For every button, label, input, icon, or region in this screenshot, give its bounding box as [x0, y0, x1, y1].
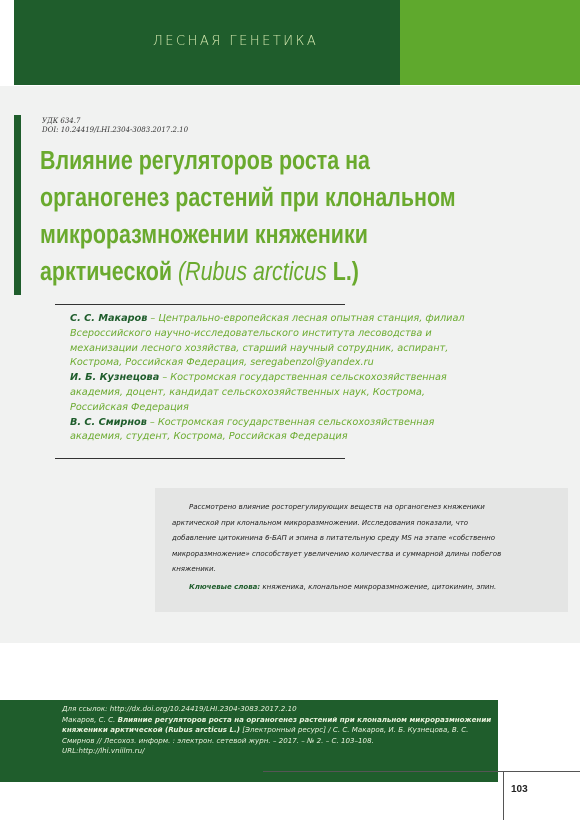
- abstract-box: [155, 488, 568, 612]
- article-meta: [42, 117, 188, 135]
- footer-divider: [503, 771, 504, 820]
- side-accent-bar: [14, 115, 21, 295]
- abstract-text-block: [172, 500, 502, 595]
- article-title: [40, 143, 468, 291]
- citation-title: Влияние регуляторов роста на органогенез растений при клональном микроразмножении княженики арктической (Rubus arcticus L.): [62, 714, 492, 735]
- title-line-end: L.): [326, 258, 359, 286]
- keywords-label: Ключевые слова:: [189, 582, 261, 591]
- header-band-bright: [400, 0, 580, 85]
- citation-reference: [62, 715, 492, 747]
- title-line: микроразмножении княженики: [40, 221, 368, 249]
- author-name: В. С. Смирнов: [70, 416, 147, 428]
- citation-authors: Макаров, С. С.: [62, 714, 118, 724]
- abstract-text: Рассмотрено влияние росторегулирующих веществ на органогенез княженики арктической при клональном микроразмножении. Исследования показали, что добавление цитокинина 6-БАП и эпина в питательную среду MS на этапе «собственно микроразмножение» способствует увеличению количества и суммарной длины побегов княженики.: [172, 503, 502, 573]
- authors-top-rule: [55, 304, 345, 305]
- doi: DOI: 10.24419/LHI.2304-3083.2017.2.10: [42, 126, 189, 134]
- title-line: Влияние регуляторов роста на: [40, 147, 370, 175]
- citation-box: [0, 700, 498, 782]
- author-affiliation: – Костромская государственная сельскохозяйственная академия, доцент, кандидат сельскохозяйственных наук, Кострома, Российская Федерация: [70, 372, 447, 413]
- authors-bottom-rule: [55, 458, 345, 459]
- author-entry: [70, 312, 470, 371]
- title-line: органогенез растений при клональном: [40, 184, 456, 212]
- footer-rule: [263, 771, 580, 772]
- author-list: [70, 312, 470, 445]
- author-affiliation: – Центрально-европейская лесная опытная станция, филиал Всероссийского научно-исследовательского института лесоводства и механизации лесного хозяйства, старший научный сотрудник, аспирант, Кострома, Российская Федерация, seregabenzol@yandex.ru: [70, 313, 465, 369]
- citation-url[interactable]: URL:http://lhi.vniilm.ru/: [62, 746, 145, 756]
- author-name: С. С. Макаров: [70, 313, 148, 324]
- citation-source: [Электронный ресурс] / С. С. Макаров, И. Б. Кузнецова, В. С. Смирнов // Лесохоз. информ. : электрон. сетевой журн. – 2017. – № 2. – С. 103–108.: [62, 725, 469, 745]
- title-line-plain: арктической: [40, 258, 178, 286]
- author-affiliation: – Костромская государственная сельскохозяйственная академия, студент, Кострома, Российская Федерация: [70, 416, 435, 443]
- keywords-list: княженика, клональное микроразмножение, цитокинин, эпин.: [260, 582, 497, 591]
- title-latin-name: (Rubus arcticus: [177, 258, 327, 286]
- udc-code: УДК 634.7: [42, 117, 81, 125]
- author-name: И. Б. Кузнецова: [70, 372, 160, 384]
- section-rubric: ЛЕСНАЯ ГЕНЕТИКА: [153, 34, 319, 49]
- page-number: 103: [511, 784, 528, 795]
- title-line: [40, 254, 468, 291]
- citation-text: [62, 704, 492, 757]
- keywords: [172, 580, 502, 596]
- citation-doi-line: Для ссылок: http://dx.doi.org/10.24419/LHI.2304-3083.2017.2.10: [62, 704, 297, 713]
- author-entry: [70, 371, 470, 415]
- author-entry: [70, 416, 470, 446]
